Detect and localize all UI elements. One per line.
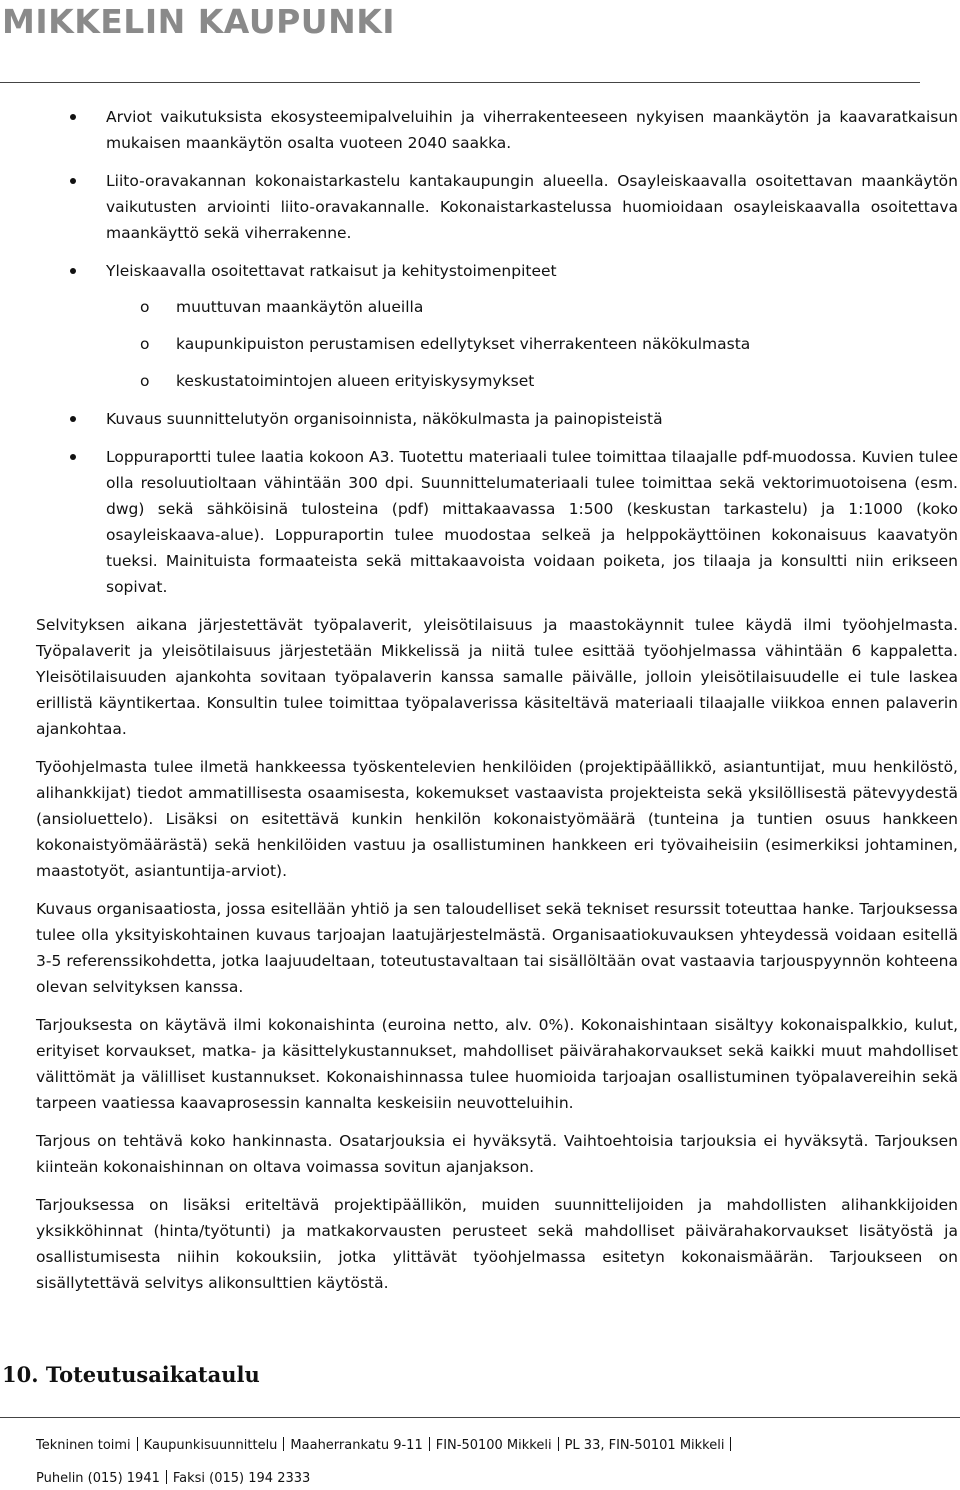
- paragraph: Selvityksen aikana järjestettävät työpalaverit, yleisötilaisuus ja maastokäynnit tulee käydä ilmi työohjelmasta. Työpalaverit ja yleisötilaisuus järjestetään Mikkelissä ja niitä tulee esittää työohjelmassa vähintään 6 kappaletta. Yleisötilaisuuden ajankohta sovitaan työpalaverin kanssa samalle päivälle, jolloin yleisötilaisuudelle ei tule laskea erillistä käyntikertaa. Konsultin tulee toimittaa työpalaverissa käsiteltävä materiaali tilaajalle viikkoa ennen palaverin ajankohtaa.: [36, 616, 958, 738]
- sub-list-item: o muuttuvan maankäytön alueilla: [176, 294, 958, 320]
- footer-separator: [730, 1437, 731, 1451]
- footer-department: Tekninen toimi: [36, 1438, 131, 1453]
- footer-street: Maaherrankatu 9-11: [290, 1438, 423, 1453]
- document-body: [36, 104, 958, 1308]
- paragraph: Tarjouksesta on käytävä ilmi kokonaishinta (euroina netto, alv. 0%). Kokonaishintaan sisältyy kokonaispalkkio, kulut, erityiset korvaukset, matka- ja käsittelykustannukset, mahdolliset päivärahakorvaukset sekä kaikki muut mahdolliset välittömät ja välilliset kustannukset. Kokonaishinnassa tulee huomioida tarjoajan osallistuminen työpalavereihin sekä tarpeen vaatiessa kaavaprosessin kannalta keskeisiin neuvotteluihin.: [36, 1016, 958, 1112]
- paragraph: Tarjouksessa on lisäksi eriteltävä projektipäällikön, muiden suunnittelijoiden ja mahdollisten alihankkijoiden yksikköhinnat (hinta/työtunti) ja matkakorvausten perusteet sekä mahdolliset päivärahakorvaukset lisätyöstä ja osallistumisesta niihin kokouksiin, jotka ylittävät työohjelmassa esitetyn kokonaismäärän. Tarjoukseen on sisällytettävä selvitys alikonsulttien käytöstä.: [36, 1196, 958, 1292]
- list-item: Kuvaus suunnittelutyön organisoinnista, näkökulmasta ja painopisteistä: [106, 406, 958, 432]
- footer-unit: Kaupunkisuunnittelu: [143, 1438, 278, 1453]
- list-item-label: Yleiskaavalla osoitettavat ratkaisut ja kehitystoimenpiteet: [106, 262, 557, 280]
- list-item: Liito-oravakannan kokonaistarkastelu kantakaupungin alueella. Osayleiskaavalla osoitettavan maankäytön vaikutusten arviointi liito-oravakannalle. Kokonaistarkastelussa huomioidaan osayleiskaavalla osoitettava maankäyttö sekä viherrakenne.: [106, 168, 958, 246]
- sub-list: [106, 294, 958, 394]
- sub-list-item: o kaupunkipuiston perustamisen edellytykset viherrakenteen näkökulmasta: [176, 331, 958, 357]
- footer-divider: [0, 1417, 960, 1418]
- footer-separator: [429, 1437, 430, 1451]
- footer-fax: Faksi (015) 194 2333: [172, 1471, 311, 1486]
- header-divider: [0, 82, 920, 83]
- footer-separator: [137, 1437, 138, 1451]
- mikkeli-logo: MIKKELIN KAUPUNKI: [2, 2, 396, 41]
- footer-separator: [283, 1437, 284, 1451]
- section-heading: 10. Toteutusaikataulu: [2, 1362, 260, 1387]
- paragraph: Tarjous on tehtävä koko hankinnasta. Osatarjouksia ei hyväksytä. Vaihtoehtoisia tarjouksia ei hyväksytä. Tarjouksen kiinteän kokonaishinnan on oltava voimassa sovitun ajanjakson.: [36, 1132, 958, 1176]
- footer-postcode: FIN-50100 Mikkeli: [435, 1438, 552, 1453]
- footer-separator: [166, 1470, 167, 1484]
- footer-phone: Puhelin (015) 1941: [36, 1471, 160, 1486]
- footer-address-line: [36, 1437, 737, 1455]
- footer-separator: [558, 1437, 559, 1451]
- requirements-list: [36, 104, 958, 600]
- paragraph: Työohjelmasta tulee ilmetä hankkeessa työskentelevien henkilöiden (projektipäällikkö, asiantuntijat, muu henkilöstö, alihankkijat) tiedot ammatillisesta osaamisesta, kokemukset vastaavista projekteista sekä yksilöllisestä pätevyydestä (ansioluettelo). Lisäksi on esitettävä kunkin henkilön kokonaistyömäärä (tunteina ja tuntien osuus hankkeen kokonaistyömäärästä) sekä henkilöiden vastuu ja osallistuminen hankkeen eri työvaiheisiin (esimerkiksi johtaminen, maastotyöt, asiantuntija-arviot).: [36, 758, 958, 880]
- footer-pobox: PL 33, FIN-50101 Mikkeli: [564, 1438, 725, 1453]
- list-item: Loppuraportti tulee laatia kokoon A3. Tuotettu materiaali tulee toimittaa tilaajalle pdf-muodossa. Kuvien tulee olla resoluutioltaan vähintään 300 dpi. Suunnittelumateriaali tulee toimittaa sekä vektorimuotoisena (esm. dwg) sekä sähköisinä tulosteina (pdf) mittakaavassa 1:500 (keskustan tarkastelu) ja 1:1000 (koko osayleiskaava-alue). Loppuraportin tulee muodostaa selkeä ja helppokäyttöinen kokonaisuus kaavatyön tueksi. Mainituista formaateista sekä mittakaavoista voidaan poiketa, jos tilaaja ja konsultti niin erikseen sopivat.: [106, 444, 958, 600]
- list-item: Arviot vaikutuksista ekosysteemipalveluihin ja viherrakenteeseen nykyisen maankäytön ja kaavaratkaisun mukaisen maankäytön osalta vuoteen 2040 saakka.: [106, 104, 958, 156]
- footer-contact-line: [36, 1470, 310, 1488]
- sub-list-item: o keskustatoimintojen alueen erityiskysymykset: [176, 368, 958, 394]
- list-item: [106, 258, 958, 394]
- paragraph: Kuvaus organisaatiosta, jossa esitellään yhtiö ja sen taloudelliset sekä tekniset resurssit toteuttaa hanke. Tarjouksessa tulee olla yksityiskohtainen kuvaus tarjoajan laatujärjestelmästä. Organisaatiokuvauksen yhteydessä voidaan esitellä 3-5 referenssikohdetta, jotka laajuudeltaan, toteutustavaltaan tai sisällöltään ovat vastaavia tarjouspyynnön kohteena olevan selvityksen kanssa.: [36, 900, 958, 996]
